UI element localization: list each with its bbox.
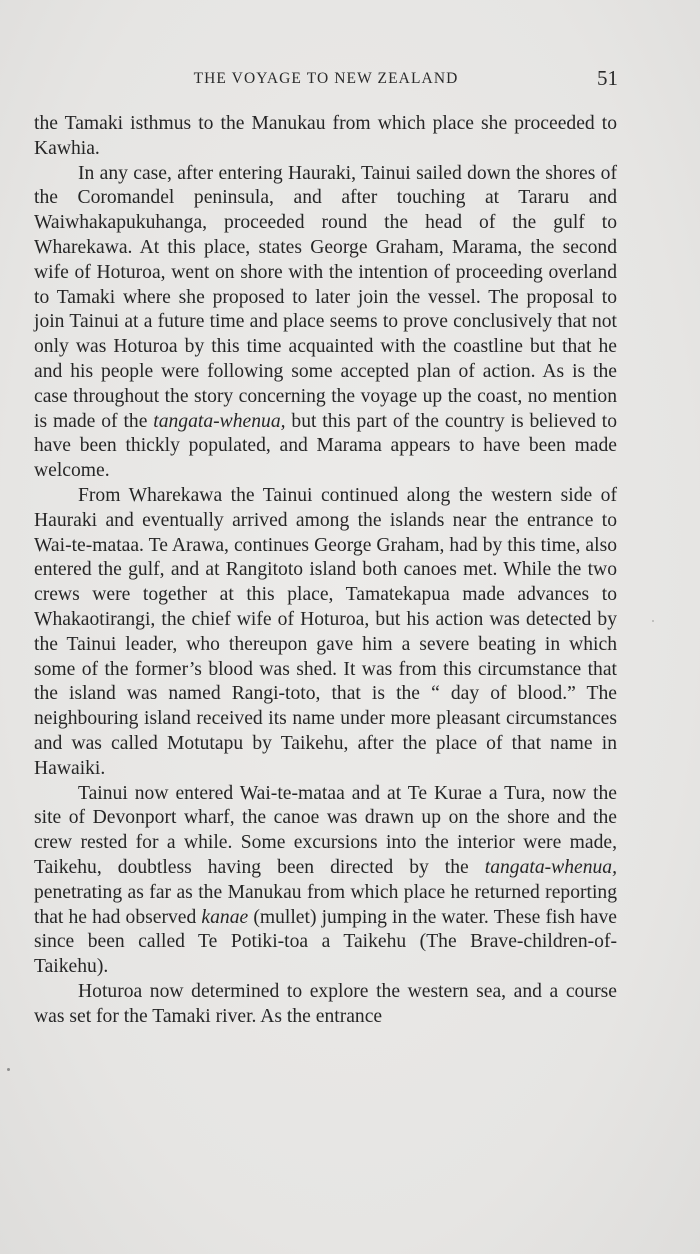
- page-number: 51: [597, 66, 618, 90]
- italic-term: tangata-whenua,: [484, 856, 617, 878]
- paragraph: [34, 484, 617, 782]
- paragraph: [34, 112, 617, 162]
- running-head: [34, 66, 618, 94]
- text-run: the Tamaki isthmus to the Manukau from which place she proceeded to Kawhia.: [34, 113, 617, 159]
- body-text: [34, 112, 617, 1029]
- italic-term: tangata-whenua,: [153, 410, 286, 432]
- text-run: Tainui now entered Wai-te-mataa and at Te Kurae a Tura, now the site of Devonport wharf, the canoe was drawn up on the shore and the crew rested for a while. Some excursions into the interior were made, Taikehu, doubtless having been directed by the: [34, 782, 617, 878]
- text-run: Hoturoa now determined to explore the western sea, and a course was set for the Tamaki river. As the entrance: [34, 980, 617, 1027]
- text-run: From Wharekawa the Tainui continued along the western side of Hauraki and eventually arrived among the islands near the entrance to Wai-te-mataa. Te Arawa, continues George Graham, had by this time, also entered the gulf, and at Rangitoto island both canoes met. While the two crews were together at this place, Tamatekapua made advances to Whakaotirangi, the chief wife of Hoturoa, but his action was detected by the Tainui leader, who thereupon gave him a severe beating in which some of the former’s blood was shed. It was from this circumstance that the island was named Rangi-toto, that is the “ day of blood.” The neighbouring island received its name under more pleasant circumstances and was called Motutapu by Taikehu, after the place of that name in Hawaiki.: [34, 484, 617, 779]
- running-title: THE VOYAGE TO NEW ZEALAND: [193, 70, 459, 87]
- text-run: but this part of the country is believed to have been thickly populated, and Marama appears to have been made welcome.: [34, 410, 617, 482]
- text-run: (mullet) jumping in the water. These fish have since been called Te Potiki-toa a Taikehu (The Brave-children-of-Taikehu).: [34, 906, 617, 978]
- italic-term: kanae: [201, 906, 249, 928]
- text-run: In any case, after entering Hauraki, Tainui sailed down the shores of the Coromandel peninsula, and after touching at Tararu and Waiwhakapukuhanga, proceeded round the head of the gulf to Wharekawa. At this place, states George Graham, Marama, the second wife of Hoturoa, went on shore with the intention of proceeding overland to Tamaki where she proposed to later join the vessel. The proposal to join Tainui at a future time and place seems to prove conclusively that not only was Hoturoa by this time acquainted with the coastline but that he and his people were following some accepted plan of action. As is the case throughout the story concerning the voyage up the coast, no mention is made of the: [34, 162, 617, 432]
- paragraph: [34, 782, 617, 980]
- print-speck: [652, 620, 654, 622]
- paragraph: [34, 162, 617, 484]
- print-speck: [7, 1068, 10, 1071]
- text-run: penetrating as far as the Manukau from which place he returned reporting that he had observed: [34, 881, 617, 928]
- paragraph: [34, 980, 617, 1030]
